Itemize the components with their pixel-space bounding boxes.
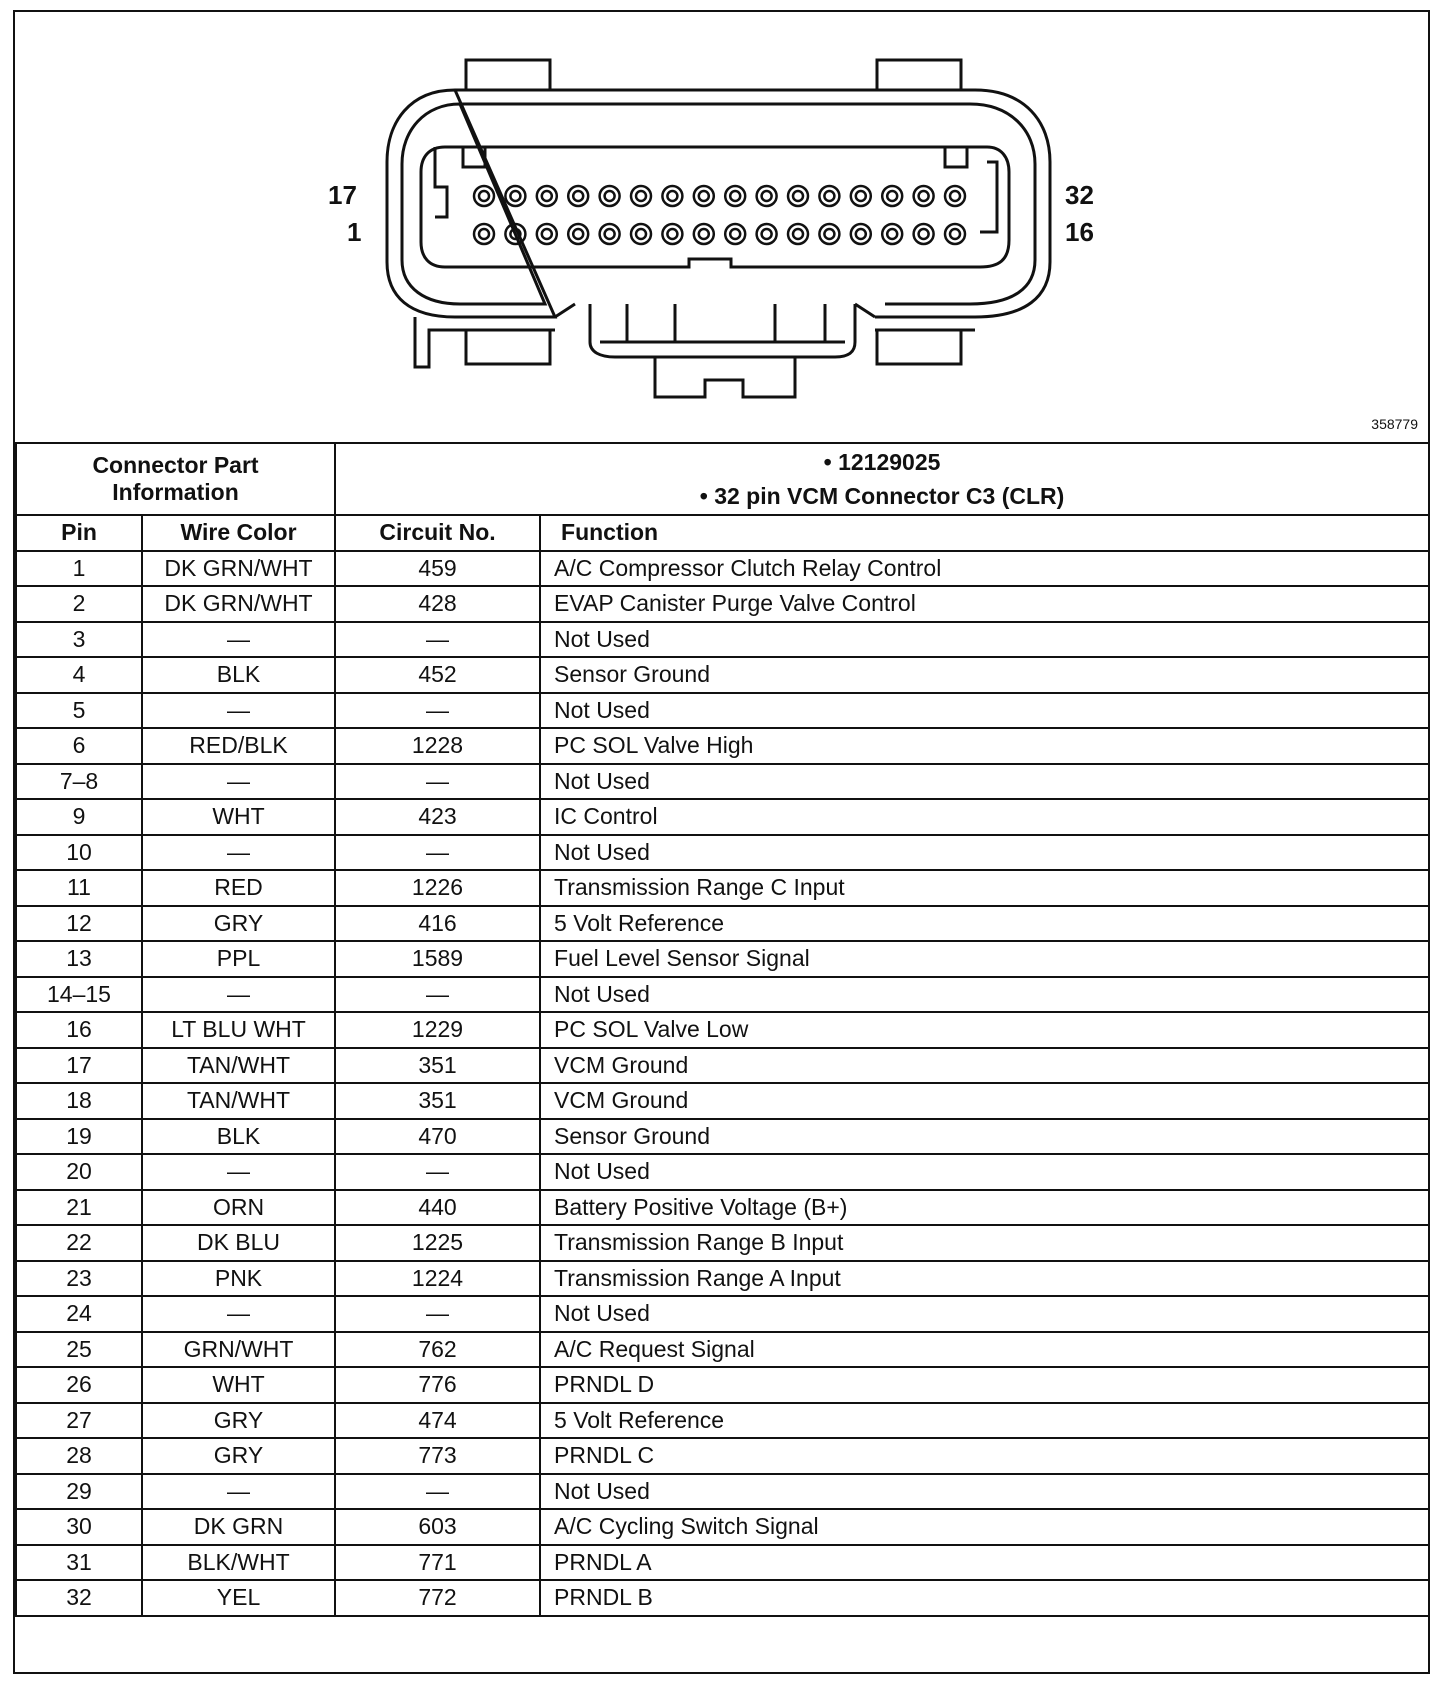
circuit-cell: — — [335, 1154, 540, 1190]
function-cell: 5 Volt Reference — [540, 906, 1429, 942]
pin-socket — [694, 186, 714, 206]
pin-socket — [631, 186, 651, 206]
pin-socket — [725, 224, 745, 244]
table-row — [16, 1474, 1429, 1510]
table-row — [16, 941, 1429, 977]
pin-socket-inner — [730, 229, 740, 239]
circuit-cell: 474 — [335, 1403, 540, 1439]
function-cell: Transmission Range B Input — [540, 1225, 1429, 1261]
pin-cell: 25 — [16, 1332, 142, 1368]
pin-cell: 21 — [16, 1190, 142, 1226]
info-item: • 12129025 — [823, 449, 941, 475]
center-tab — [655, 357, 795, 397]
pin-socket-inner — [887, 229, 897, 239]
pin-cell: 22 — [16, 1225, 142, 1261]
pin-cell: 27 — [16, 1403, 142, 1439]
circuit-cell: 1229 — [335, 1012, 540, 1048]
pin-cell: 31 — [16, 1545, 142, 1581]
function-cell: Not Used — [540, 1474, 1429, 1510]
pin-cell: 13 — [16, 941, 142, 977]
table-row — [16, 906, 1429, 942]
table-row — [16, 1509, 1429, 1545]
function-cell: PRNDL B — [540, 1580, 1429, 1616]
function-cell: Not Used — [540, 977, 1429, 1013]
table-row — [16, 1119, 1429, 1155]
wire-color-cell: PPL — [142, 941, 335, 977]
pin-socket-inner — [762, 229, 772, 239]
circuit-cell: 470 — [335, 1119, 540, 1155]
pin-socket — [694, 224, 714, 244]
pin-socket — [537, 186, 557, 206]
circuit-cell: 423 — [335, 799, 540, 835]
wire-color-cell: — — [142, 693, 335, 729]
pin-socket-inner — [699, 229, 709, 239]
wire-color-cell: BLK/WHT — [142, 1545, 335, 1581]
wire-color-cell: YEL — [142, 1580, 335, 1616]
pin-socket-inner — [887, 191, 897, 201]
function-cell: Transmission Range A Input — [540, 1261, 1429, 1297]
pin-socket — [945, 186, 965, 206]
circuit-cell: — — [335, 693, 540, 729]
pin-cell: 10 — [16, 835, 142, 871]
pin-cell: 12 — [16, 906, 142, 942]
pin-cell: 18 — [16, 1083, 142, 1119]
circuit-cell: 762 — [335, 1332, 540, 1368]
function-cell: 5 Volt Reference — [540, 1403, 1429, 1439]
connector-shell-outer — [387, 90, 1050, 317]
table-row — [16, 1012, 1429, 1048]
pin-socket — [819, 186, 839, 206]
table-row — [16, 1225, 1429, 1261]
wire-color-cell: GRY — [142, 1438, 335, 1474]
function-cell: PC SOL Valve Low — [540, 1012, 1429, 1048]
table-row — [16, 764, 1429, 800]
pin-cell: 3 — [16, 622, 142, 658]
circuit-cell: 1224 — [335, 1261, 540, 1297]
pin-cell: 32 — [16, 1580, 142, 1616]
pin-cell: 19 — [16, 1119, 142, 1155]
pin-socket-inner — [950, 191, 960, 201]
circuit-cell: 351 — [335, 1048, 540, 1084]
function-cell: IC Control — [540, 799, 1429, 835]
table-row — [16, 1580, 1429, 1616]
circuit-cell: 452 — [335, 657, 540, 693]
bottom-latch-right — [877, 330, 961, 364]
wire-color-cell: BLK — [142, 657, 335, 693]
table-row — [16, 799, 1429, 835]
pin-circles — [474, 186, 965, 244]
wire-color-cell: DK GRN/WHT — [142, 586, 335, 622]
function-cell: Not Used — [540, 693, 1429, 729]
table-row — [16, 1545, 1429, 1581]
pin-socket — [945, 224, 965, 244]
wire-color-cell: ORN — [142, 1190, 335, 1226]
function-cell: A/C Request Signal — [540, 1332, 1429, 1368]
function-cell: Sensor Ground — [540, 657, 1429, 693]
pin-socket — [662, 186, 682, 206]
wire-color-cell: DK GRN — [142, 1509, 335, 1545]
wire-color-cell: — — [142, 835, 335, 871]
function-cell: A/C Compressor Clutch Relay Control — [540, 551, 1429, 587]
wire-color-cell: — — [142, 1474, 335, 1510]
function-cell: PRNDL D — [540, 1367, 1429, 1403]
table-row — [16, 1438, 1429, 1474]
function-cell: PRNDL A — [540, 1545, 1429, 1581]
circuit-cell: — — [335, 1296, 540, 1332]
pin-socket — [914, 186, 934, 206]
pin-cell: 28 — [16, 1438, 142, 1474]
table-row — [16, 693, 1429, 729]
col-header-function: Function — [540, 515, 1429, 551]
pin-cell: 17 — [16, 1048, 142, 1084]
circuit-cell: — — [335, 977, 540, 1013]
pin-socket-inner — [605, 229, 615, 239]
function-cell: VCM Ground — [540, 1083, 1429, 1119]
pin-socket-inner — [762, 191, 772, 201]
wire-color-cell: GRY — [142, 1403, 335, 1439]
col-header-pin: Pin — [16, 515, 142, 551]
pin-socket — [600, 186, 620, 206]
pin-socket — [474, 224, 494, 244]
pin-socket — [882, 186, 902, 206]
pin-socket-inner — [856, 191, 866, 201]
table-row — [16, 835, 1429, 871]
pin-socket-inner — [919, 229, 929, 239]
circuit-cell: 771 — [335, 1545, 540, 1581]
wire-color-cell: BLK — [142, 1119, 335, 1155]
function-cell: Not Used — [540, 835, 1429, 871]
pin-socket-inner — [542, 229, 552, 239]
circuit-cell: — — [335, 1474, 540, 1510]
wire-color-cell: WHT — [142, 1367, 335, 1403]
function-cell: Not Used — [540, 1296, 1429, 1332]
pin-socket-inner — [510, 191, 520, 201]
pin-socket — [537, 224, 557, 244]
pin-socket-inner — [573, 229, 583, 239]
pin-socket-inner — [667, 229, 677, 239]
function-cell: PRNDL C — [540, 1438, 1429, 1474]
pin-socket-inner — [950, 229, 960, 239]
table-row — [16, 728, 1429, 764]
wire-color-cell: TAN/WHT — [142, 1048, 335, 1084]
circuit-cell: 428 — [335, 586, 540, 622]
pin-label-17: 17 — [328, 180, 357, 210]
wire-color-cell: RED — [142, 870, 335, 906]
wire-color-cell: — — [142, 1296, 335, 1332]
pin-socket — [788, 224, 808, 244]
pin-socket-inner — [605, 191, 615, 201]
connector-info-values — [335, 443, 1429, 515]
pin-socket-inner — [824, 229, 834, 239]
table-row — [16, 1048, 1429, 1084]
table-row — [16, 1083, 1429, 1119]
wire-color-cell: TAN/WHT — [142, 1083, 335, 1119]
function-cell: VCM Ground — [540, 1048, 1429, 1084]
left-foot — [415, 317, 555, 367]
col-header-circuit: Circuit No. — [335, 515, 540, 551]
pin-socket — [505, 186, 525, 206]
pin-socket-inner — [919, 191, 929, 201]
pin-socket — [474, 186, 494, 206]
circuit-cell: — — [335, 622, 540, 658]
circuit-cell: 440 — [335, 1190, 540, 1226]
pin-socket-inner — [479, 191, 489, 201]
pin-cell: 4 — [16, 657, 142, 693]
wire-color-cell: — — [142, 1154, 335, 1190]
top-latch-right — [877, 60, 961, 90]
info-item: • 32 pin VCM Connector C3 (CLR) — [699, 483, 1065, 509]
col-header-wire-color: Wire Color — [142, 515, 335, 551]
circuit-cell: 1589 — [335, 941, 540, 977]
function-cell: Transmission Range C Input — [540, 870, 1429, 906]
bottom-latch-left — [466, 330, 550, 364]
pin-cell: 2 — [16, 586, 142, 622]
pin-socket-inner — [824, 191, 834, 201]
pin-cell: 6 — [16, 728, 142, 764]
wire-color-cell: RED/BLK — [142, 728, 335, 764]
connector-diagram — [15, 12, 1428, 444]
table-row — [16, 977, 1429, 1013]
pin-socket — [788, 186, 808, 206]
pin-cell: 24 — [16, 1296, 142, 1332]
pin-socket — [819, 224, 839, 244]
center-lock — [590, 304, 855, 357]
table-row — [16, 1332, 1429, 1368]
table-row — [16, 1261, 1429, 1297]
function-cell: PC SOL Valve High — [540, 728, 1429, 764]
wire-color-cell: DK BLU — [142, 1225, 335, 1261]
connector-drawing — [15, 12, 1428, 442]
pin-cavity — [421, 147, 1009, 267]
table-row — [16, 622, 1429, 658]
wire-color-cell: LT BLU WHT — [142, 1012, 335, 1048]
function-cell: Not Used — [540, 764, 1429, 800]
pin-cell: 11 — [16, 870, 142, 906]
function-cell: EVAP Canister Purge Valve Control — [540, 586, 1429, 622]
wire-color-cell: PNK — [142, 1261, 335, 1297]
circuit-cell: 773 — [335, 1438, 540, 1474]
pin-socket — [882, 224, 902, 244]
pin-socket-inner — [699, 191, 709, 201]
wire-color-cell: GRN/WHT — [142, 1332, 335, 1368]
pin-label-1: 1 — [347, 217, 362, 247]
table-row — [16, 1403, 1429, 1439]
connector-shell-inner — [402, 104, 1035, 304]
pin-socket-inner — [667, 191, 677, 201]
pin-cell: 23 — [16, 1261, 142, 1297]
circuit-cell: — — [335, 835, 540, 871]
pin-socket — [757, 224, 777, 244]
table-row — [16, 551, 1429, 587]
pin-socket — [568, 224, 588, 244]
wire-color-cell: WHT — [142, 799, 335, 835]
function-cell: Battery Positive Voltage (B+) — [540, 1190, 1429, 1226]
pin-socket-inner — [730, 191, 740, 201]
table-row — [16, 870, 1429, 906]
connector-info-row — [16, 443, 1429, 515]
function-cell: Not Used — [540, 1154, 1429, 1190]
function-cell: A/C Cycling Switch Signal — [540, 1509, 1429, 1545]
pin-socket — [851, 224, 871, 244]
circuit-cell: 459 — [335, 551, 540, 587]
pin-socket-inner — [636, 191, 646, 201]
circuit-cell: 351 — [335, 1083, 540, 1119]
function-cell: Fuel Level Sensor Signal — [540, 941, 1429, 977]
wire-color-cell: DK GRN/WHT — [142, 551, 335, 587]
table-row — [16, 1367, 1429, 1403]
figure-id: 358779 — [1371, 416, 1418, 432]
pin-label-32: 32 — [1065, 180, 1094, 210]
pin-socket-inner — [856, 229, 866, 239]
wire-color-cell: — — [142, 977, 335, 1013]
pin-socket — [631, 224, 651, 244]
wire-color-cell: — — [142, 622, 335, 658]
circuit-cell: 776 — [335, 1367, 540, 1403]
connector-info-label: Connector Part Information — [92, 452, 259, 505]
connector-info-label-cell — [16, 443, 335, 515]
table-row — [16, 1154, 1429, 1190]
page-frame — [13, 10, 1430, 1674]
wire-color-cell: — — [142, 764, 335, 800]
table-row — [16, 1296, 1429, 1332]
pin-socket — [757, 186, 777, 206]
table-row — [16, 657, 1429, 693]
pin-socket — [914, 224, 934, 244]
pin-cell: 29 — [16, 1474, 142, 1510]
cavity-key-left — [435, 147, 447, 217]
circuit-cell: 603 — [335, 1509, 540, 1545]
pin-cell: 20 — [16, 1154, 142, 1190]
pin-socket-inner — [793, 229, 803, 239]
pin-socket-inner — [636, 229, 646, 239]
function-cell: Not Used — [540, 622, 1429, 658]
circuit-cell: 416 — [335, 906, 540, 942]
pin-cell: 1 — [16, 551, 142, 587]
pin-socket-inner — [573, 191, 583, 201]
pin-socket — [568, 186, 588, 206]
pin-socket — [725, 186, 745, 206]
table-header-row — [16, 515, 1429, 551]
pin-socket — [851, 186, 871, 206]
pin-cell: 16 — [16, 1012, 142, 1048]
circuit-cell: 772 — [335, 1580, 540, 1616]
cavity-key-right — [980, 162, 997, 232]
pin-socket-inner — [542, 191, 552, 201]
top-latch-left — [466, 60, 550, 90]
circuit-cell: 1228 — [335, 728, 540, 764]
circuit-cell: 1226 — [335, 870, 540, 906]
circuit-cell: — — [335, 764, 540, 800]
pin-cell: 9 — [16, 799, 142, 835]
pin-rows — [16, 551, 1429, 1616]
wire-color-cell: GRY — [142, 906, 335, 942]
function-cell: Sensor Ground — [540, 1119, 1429, 1155]
pin-socket-inner — [793, 191, 803, 201]
circuit-cell: 1225 — [335, 1225, 540, 1261]
pin-cell: 14–15 — [16, 977, 142, 1013]
pin-socket — [600, 224, 620, 244]
pin-cell: 30 — [16, 1509, 142, 1545]
pin-socket — [662, 224, 682, 244]
pin-cell: 5 — [16, 693, 142, 729]
table-row — [16, 1190, 1429, 1226]
pin-cell: 26 — [16, 1367, 142, 1403]
table-row — [16, 586, 1429, 622]
pin-label-16: 16 — [1065, 217, 1094, 247]
pin-cell: 7–8 — [16, 764, 142, 800]
pin-socket-inner — [479, 229, 489, 239]
pinout-table — [15, 442, 1430, 1617]
